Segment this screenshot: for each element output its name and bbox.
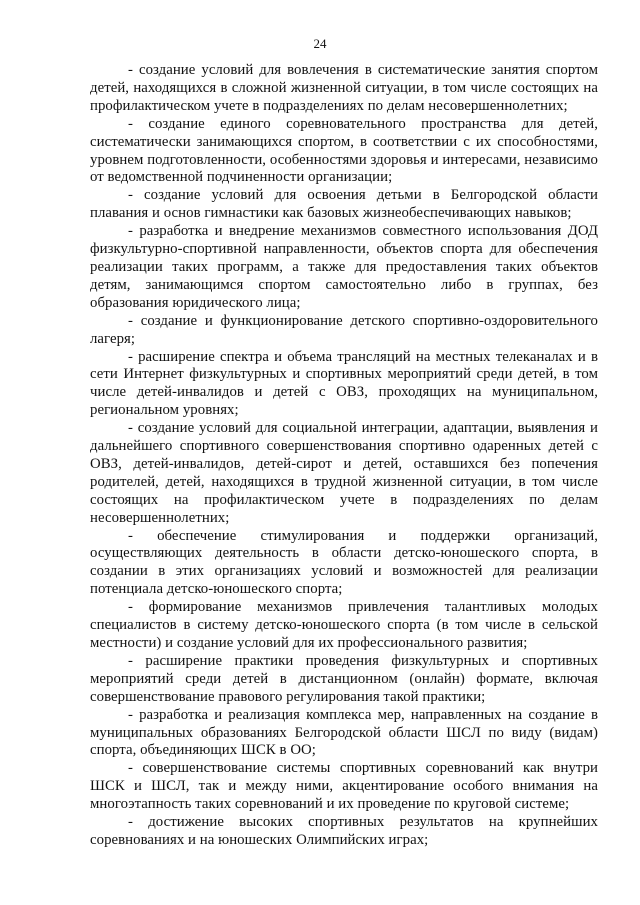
list-item: - обеспечение стимулирования и поддержки организаций, осуществляющих деятельность в области детско-юношеского спорта, в создании в этих организациях условий и возможностей для реализации потенциала детско-юношеского спорта; <box>90 527 598 598</box>
list-item: - создание условий для вовлечения в систематические занятия спортом детей, находящихся в сложной жизненной ситуации, в том числе состоящих на профилактическом учете в подразделениях по делам несовершеннолетних; <box>90 62 598 114</box>
list-item: - создание условий для освоения детьми в Белгородской области плавания и основ гимнастики как базовых жизнеобеспечивающих навыков; <box>90 187 598 222</box>
list-item: - разработка и внедрение механизмов совместного использования ДОД физкультурно-спортивной направленности, объектов спорта для обеспечения реализации таких программ, а также для предоставления таких объектов детям, занимающимся спортом самостоятельно либо в группах, без образования юридического лица; <box>90 223 598 311</box>
list-item: - создание единого соревновательного пространства для детей, систематически занимающихся спортом, в соответствии с их способностями, уровнем подготовленности, особенностями здоровья и интересами, независимо от ведомственной подчиненности организации; <box>90 115 598 186</box>
list-item: - создание и функционирование детского спортивно-оздоровительного лагеря; <box>90 312 598 347</box>
list-item: - достижение высоких спортивных результатов на крупнейших соревнованиях и на юношеских Олимпийских играх; <box>90 814 598 848</box>
list-item: - создание условий для социальной интеграции, адаптации, выявления и дальнейшего спортивного совершенствования спортивно одаренных детей с ОВЗ, детей-инвалидов, детей-сирот и детей, оставшихся без попечения родителей, детей, находящихся в трудной жизненной ситуации, в том числе состоящих на профилактическом учете в подразделениях по делам несовершеннолетних; <box>90 420 598 526</box>
list-item: - расширение спектра и объема трансляций на местных телеканалах и в сети Интернет физкультурных и спортивных мероприятий среди детей, в том числе детей-инвалидов и детей с ОВЗ, проходящих на муниципальном, региональном уровнях; <box>90 348 598 419</box>
list-item: - разработка и реализация комплекса мер, направленных на создание в муниципальных образованиях Белгородской области ШСЛ по виду (видам) спорта, объединяющих ШСК в ОО; <box>90 706 598 759</box>
document-body <box>90 62 598 850</box>
list-item: - формирование механизмов привлечения талантливых молодых специалистов в систему детско-юношеского спорта (в том числе в сельской местности) и создание условий для их профессионального развития; <box>90 599 598 651</box>
list-item: - расширение практики проведения физкультурных и спортивных мероприятий среди детей в дистанционном (онлайн) формате, включая совершенствование правового регулирования такой практики; <box>90 652 598 705</box>
page-number: 24 <box>313 36 327 51</box>
list-item: - совершенствование системы спортивных соревнований как внутри ШСК и ШСЛ, так и между ними, акцентирование особого внимания на многоэтапность таких соревнований и их проведение по круговой системе; <box>90 760 598 813</box>
